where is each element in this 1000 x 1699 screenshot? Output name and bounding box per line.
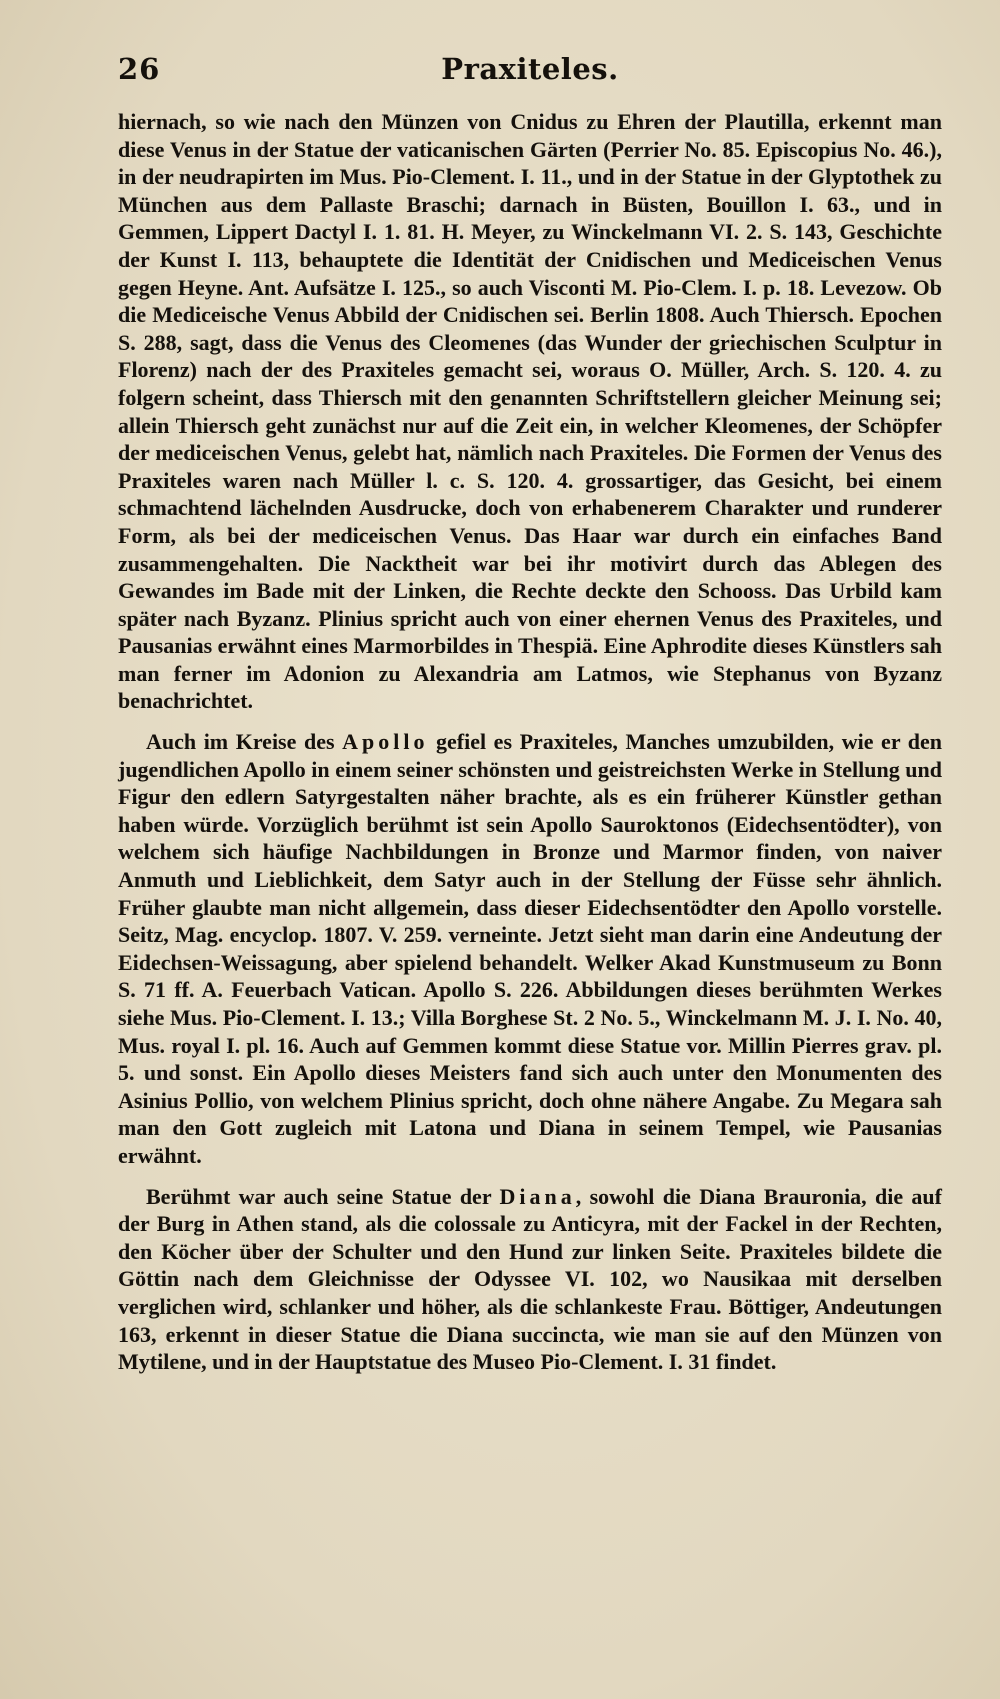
- text-run: Auch im Kreise des: [146, 729, 343, 755]
- running-title: Praxiteles.: [441, 52, 619, 86]
- page-number: 26: [118, 52, 161, 86]
- body-text: [118, 108, 942, 1376]
- paragraph-diana: [118, 1183, 942, 1376]
- page-header: [118, 0, 942, 108]
- paragraph-venus-continued: [118, 108, 942, 715]
- text-run: Berühmt war auch seine Statue der: [146, 1183, 500, 1209]
- paragraph-apollo: [118, 728, 942, 1170]
- spaced-name-diana: Diana: [499, 1183, 576, 1209]
- spaced-name-apollo: Apollo: [342, 729, 429, 755]
- text-run: , sowohl die Diana Brauronia, die auf der Burg in Athen stand, als die colossale zu Anticyra, mit der Fackel in der Rechten, den Köcher über der Schulter und den Hund zur linken Seite. Praxiteles bildete die Göttin nach dem Gleichnisse der Odyssee VI. 102, wo Nausikaa mit derselben verglichen wird, schlanker und höher, als die schlankeste Frau. Böttiger, Andeutungen 163, erkennt in dieser Statue die Diana succincta, wie man sie auf den Münzen von Mytilene, und in der Hauptstatue des Museo Pio-Clement. I. 31 findet.: [118, 1183, 942, 1375]
- text-run: hiernach, so wie nach den Münzen von Cnidus zu Ehren der Plautilla, erkennt man diese Venus in der Statue der vaticanischen Gärten (Perrier No. 85. Episcopius No. 46.), in der neudrapirten im Mus. Pio-Clement. I. 11., und in der Statue in der Glyptothek zu München aus dem Pallaste Braschi; darnach in Büsten, Bouillon I. 63., und in Gemmen, Lippert Dactyl I. 1. 81. H. Meyer, zu Winckelmann VI. 2. S. 143, Geschichte der Kunst I. 113, behauptete die Identität der Cnidischen und Mediceischen Venus gegen Heyne. Ant. Aufsätze I. 125., so auch Visconti M. Pio-Clem. I. p. 18. Levezow. Ob die Mediceische Venus Abbild der Cnidischen sei. Berlin 1808. Auch Thiersch. Epochen S. 288, sagt, dass die Venus des Cleomenes (das Wunder der griechischen Sculptur in Florenz) nach der des Praxiteles gemacht sei, woraus O. Müller, Arch. S. 120. 4. zu folgern scheint, dass Thiersch mit den genannten Schriftstellern gleicher Meinung sei; allein Thiersch geht zunächst nur auf die Zeit ein, in welcher Kleomenes, der Schöpfer der mediceischen Venus, gelebt hat, nämlich nach Praxiteles. Die Formen der Venus des Praxiteles waren nach Müller l. c. S. 120. 4. grossartiger, das Gesicht, bei einem schmachtend lächelnden Ausdrucke, doch von erhabenerem Charakter und runderer Form, als bei der mediceischen Venus. Das Haar war durch ein einfaches Band zusammengehalten. Die Nacktheit war bei ihr motivirt durch das Ablegen des Gewandes im Bade mit der Linken, die Rechte deckte den Schooss. Das Urbild kam später nach Byzanz. Plinius spricht auch von einer ehernen Venus des Praxiteles, und Pausanias erwähnt eines Marmorbildes in Thespiä. Eine Aphrodite dieses Künstlers sah man ferner im Adonion zu Alexandria am Latmos, wie Stephanus von Byzanz benachrichtet.: [118, 109, 942, 714]
- text-run: gefiel es Praxiteles, Manches umzubilden, wie er den jugendlichen Apollo in einem seiner schönsten und geistreichsten Werke in Stellung und Figur den edlern Satyrgestalten näher brachte, als es ein früherer Künstler gethan haben würde. Vorzüglich berühmt ist sein Apollo Sauroktonos (Eidechsentödter), von welchem sich häufige Nachbildungen in Bronze und Marmor finden, von naiver Anmuth und Lieblichkeit, dem Satyr auch in der Stellung der Füsse sehr ähnlich. Früher glaubte man nicht allgemein, dass dieser Eidechsentödter den Apollo vorstelle. Seitz, Mag. encyclop. 1807. V. 259. verneinte. Jetzt sieht man darin eine Andeutung der Eidechsen-Weissagung, aber spielend behandelt. Welker Akad Kunstmuseum zu Bonn S. 71 ff. A. Feuerbach Vatican. Apollo S. 226. Abbildungen dieses berühmten Werkes siehe Mus. Pio-Clement. I. 13.; Villa Borghese St. 2 No. 5., Winckelmann M. J. I. No. 40, Mus. royal I. pl. 16. Auch auf Gemmen kommt diese Statue vor. Millin Pierres grav. pl. 5. und sonst. Ein Apollo dieses Meisters fand sich auch unter den Monumenten des Asinius Pollio, von welchem Plinius spricht, doch ohne nähere Angabe. Zu Megara sah man den Gott zugleich mit Latona und Diana in seinem Tempel, wie Pausanias erwähnt.: [118, 729, 942, 1168]
